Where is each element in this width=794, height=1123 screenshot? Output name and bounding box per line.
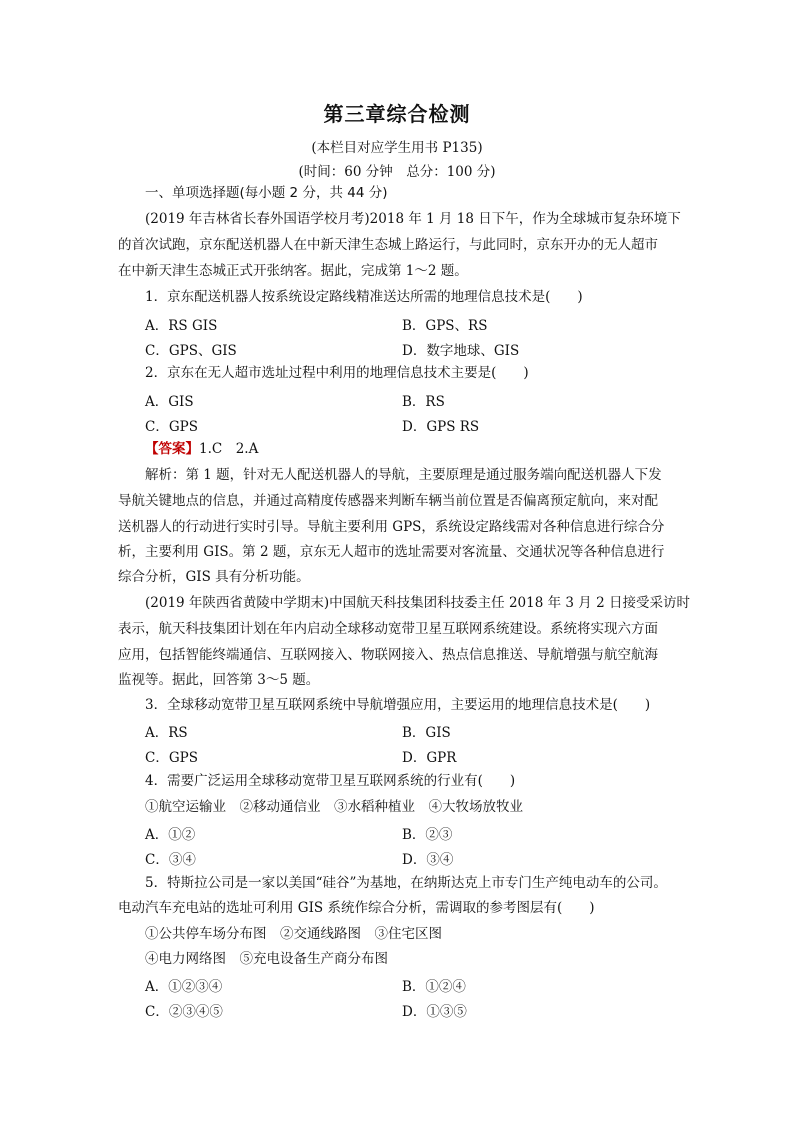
- analysis-line: 解析：第 1 题，针对无人配送机器人的导航，主要原理是通过服务端向配送机器人下发: [145, 467, 662, 483]
- q4-option-b: B．②③: [402, 827, 453, 843]
- q5-option-c: C．②③④⑤: [145, 1004, 223, 1020]
- passage2-line: (2019 年陕西省黄陵中学期末)中国航天科技集团科技委主任 2018 年 3 月 2 日接受采访时: [145, 595, 690, 611]
- question-1-stem: 1．京东配送机器人按系统设定路线精准送达所需的地理信息技术是( ): [145, 289, 583, 305]
- q4-items: ①航空运输业 ②移动通信业 ③水稻种植业 ④大牧场放牧业: [145, 799, 523, 815]
- passage2-line: 监视等。据此，回答第 3～5 题。: [118, 672, 320, 688]
- q1-option-a: A．RS GIS: [145, 318, 218, 334]
- q5-items: ①公共停车场分布图 ②交通线路图 ③住宅区图: [145, 926, 442, 942]
- section-heading: 一、单项选择题(每小题 2 分，共 44 分): [145, 185, 388, 201]
- q4-option-a: A．①②: [145, 827, 196, 843]
- q1-option-d: D．数字地球、GIS: [402, 343, 520, 359]
- analysis-line: 送机器人的行动进行实时引导。导航主要利用 GPS，系统设定路线需对各种信息进行综合分: [118, 519, 665, 535]
- q2-option-a: A．GIS: [145, 394, 194, 410]
- question-5-stem: 5．特斯拉公司是一家以美国“硅谷”为基地，在纳斯达克上市专门生产纯电动车的公司。: [145, 875, 667, 891]
- passage1-line: 的首次试跑，京东配送机器人在中新天津生态城上路运行，与此同时，京东开办的无人超市: [118, 237, 658, 253]
- q1-option-b: B．GPS、RS: [402, 318, 488, 334]
- answer-text: 1.C 2.A: [199, 441, 259, 457]
- question-5-stem-cont: 电动汽车充电站的选址可利用 GIS 系统作综合分析，需调取的参考图层有( ): [118, 900, 595, 916]
- analysis-line: 综合分析，GIS 具有分析功能。: [118, 569, 310, 585]
- passage2-line: 应用，包括智能终端通信、互联网接入、物联网接入、热点信息推送、导航增强与航空航海: [118, 647, 658, 663]
- q4-option-d: D．③④: [402, 852, 454, 868]
- q2-option-c: C．GPS: [145, 419, 198, 435]
- answer-tag: 【答案】: [145, 441, 199, 457]
- q3-option-b: B．GIS: [402, 725, 451, 741]
- q2-option-d: D．GPS RS: [402, 419, 480, 435]
- question-2-stem: 2．京东在无人超市选址过程中利用的地理信息技术主要是( ): [145, 365, 529, 381]
- q5-option-b: B．①②④: [402, 979, 466, 995]
- q3-option-d: D．GPR: [402, 750, 457, 766]
- analysis-line: 导航关键地点的信息，并通过高精度传感器来判断车辆当前位置是否偏离预定航向，来对配: [118, 493, 658, 509]
- q5-option-d: D．①③⑤: [402, 1004, 467, 1020]
- analysis-line: 析，主要利用 GIS。第 2 题，京东无人超市的选址需要对客流量、交通状况等各种信息进行: [118, 544, 665, 560]
- question-3-stem: 3．全球移动宽带卫星互联网系统中导航增强应用，主要运用的地理信息技术是( ): [145, 697, 651, 713]
- q4-option-c: C．③④: [145, 852, 196, 868]
- q3-option-a: A．RS: [145, 725, 188, 741]
- page-title: 第三章综合检测: [323, 102, 471, 126]
- q5-option-a: A．①②③④: [145, 979, 223, 995]
- answer-line: [145, 438, 711, 460]
- q1-option-c: C．GPS、GIS: [145, 343, 237, 359]
- passage2-line: 表示，航天科技集团计划在年内启动全球移动宽带卫星互联网系统建设。系统将实现六方面: [118, 621, 658, 637]
- q5-items: ④电力网络图 ⑤充电设备生产商分布图: [145, 951, 388, 967]
- passage1-line: (2019 年吉林省长春外国语学校月考)2018 年 1 月 18 日下午，作为全球城市复杂环境下: [145, 211, 681, 227]
- q2-option-b: B．RS: [402, 394, 445, 410]
- passage1-line: 在中新天津生态城正式开张纳客。据此，完成第 1～2 题。: [118, 263, 468, 279]
- subtitle: (本栏目对应学生用书 P135): [311, 140, 483, 156]
- question-4-stem: 4．需要广泛运用全球移动宽带卫星互联网系统的行业有( ): [145, 773, 516, 789]
- q3-option-c: C．GPS: [145, 750, 198, 766]
- time-score-line: (时间：60 分钟 总分：100 分): [298, 164, 496, 180]
